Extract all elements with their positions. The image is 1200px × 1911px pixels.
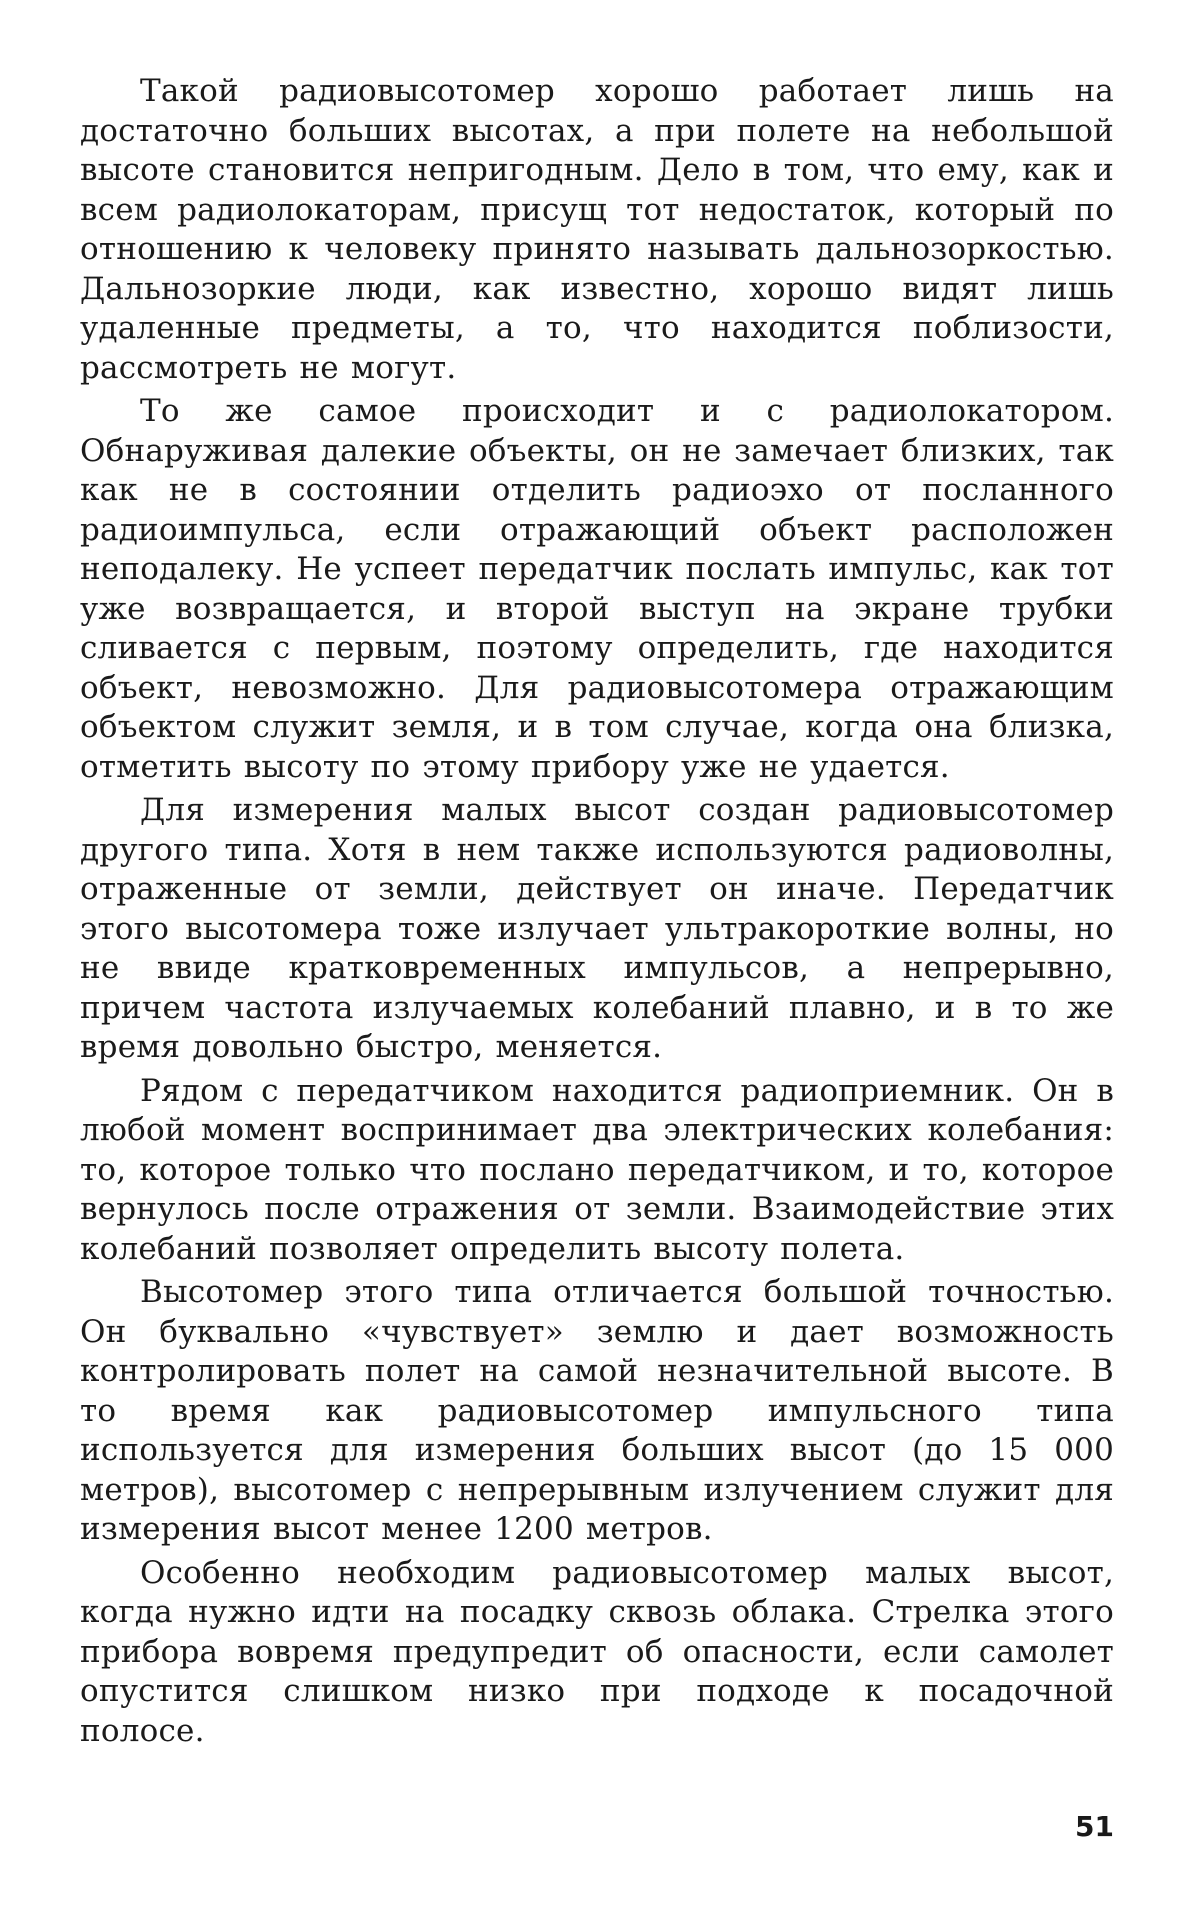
paragraph-4: Рядом с передатчиком находится радиоприемник. Он в любой момент воспринимает два электрических колебания: то, которое только что послано передатчиком, и то, которое вернулось после отражения от земли. Взаимодействие этих колебаний позволяет определить высоту полета. <box>80 1072 1114 1267</box>
paragraph-2: То же самое происходит и с радиолокатором. Обнаруживая далекие объекты, он не замечает близких, так как не в состоянии отделить радиоэхо от посланного радиоимпульса, если отражающий объект расположен неподалеку. Не успеет передатчик послать импульс, как тот уже возвращается, и второй выступ на экране трубки сливается с первым, поэтому определить, где находится объект, невозможно. Для радиовысотомера отражающим объектом служит земля, и в том случае, когда она близка, отметить высоту по этому прибору уже не удается. <box>80 393 1114 785</box>
page-number: 51 <box>1075 1810 1114 1843</box>
paragraph-5: Высотомер этого типа отличается большой точностью. Он буквально «чувствует» землю и дает возможность контролировать полет на самой незначительной высоте. В то время как радиовысотомер импульсного типа используется для измерения больших высот (до 15 000 метров), высотомер с непрерывным излучением служит для измерения высот менее 1200 метров. <box>80 1274 1114 1547</box>
paragraph-6: Особенно необходим радиовысотомер малых высот, когда нужно идти на посадку сквозь облака. Стрелка этого прибора вовремя предупредит об опасности, если самолет опустится слишком низко при подходе к посадочной полосе. <box>80 1554 1114 1749</box>
paragraph-1: Такой радиовысотомер хорошо работает лишь на достаточно больших высотах, а при полете на небольшой высоте становится непригодным. Дело в том, что ему, как и всем радиолокаторам, присущ тот недостаток, который по отношению к человеку принято называть дальнозоркостью. Дальнозоркие люди, как известно, хорошо видят лишь удаленные предметы, а то, что находится поблизости, рассмотреть не могут. <box>80 73 1114 386</box>
body-text <box>80 72 1114 1755</box>
paragraph-3: Для измерения малых высот создан радиовысотомер другого типа. Хотя в нем также используются радиоволны, отраженные от земли, действует он иначе. Передатчик этого высотомера тоже излучает ультракороткие волны, но не ввиде кратковременных импульсов, а непрерывно, причем частота излучаемых колебаний плавно, и в то же время довольно быстро, меняется. <box>80 792 1114 1065</box>
